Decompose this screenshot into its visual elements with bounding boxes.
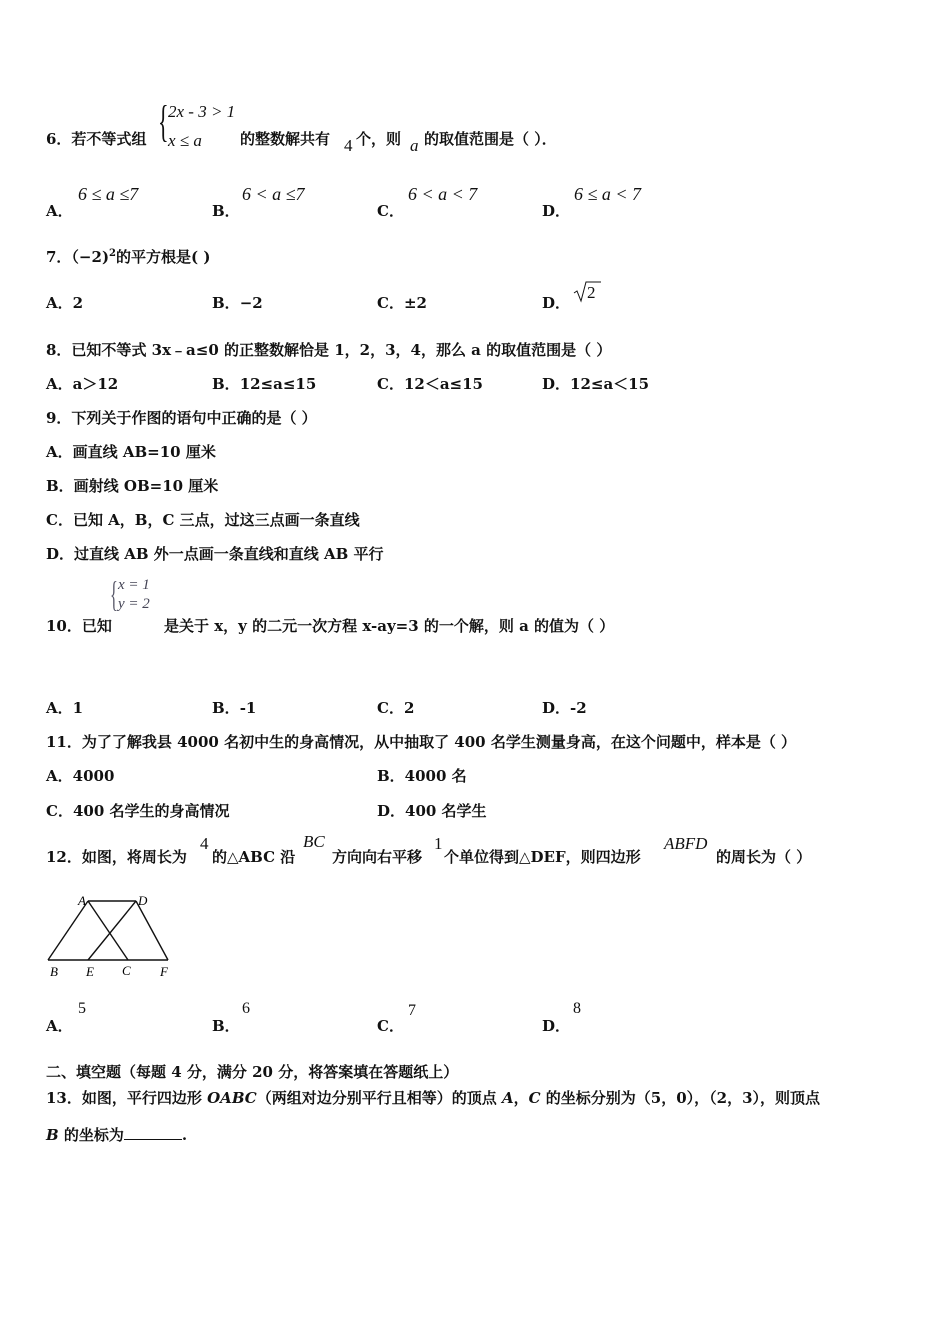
q6-text2: 个，则 xyxy=(356,130,402,148)
q8-option-b: B．12≤a≤15 xyxy=(212,375,317,393)
question-10-prefix: 10．已知 xyxy=(46,617,112,635)
q12-shift: 1 xyxy=(434,834,443,853)
q7-option-a: A．2 xyxy=(46,294,84,312)
q12-text1: 的△ABC 沿 xyxy=(212,848,296,866)
q12-text2: 方向向右平移 xyxy=(332,848,423,866)
q12-option-a-label: A． xyxy=(46,1017,73,1035)
q6-count: 4 xyxy=(344,136,353,155)
q7-exponent: 2 xyxy=(109,248,117,259)
q11-option-b: B．4000 名 xyxy=(377,767,467,785)
q9-option-a: A．画直线 AB=10 厘米 xyxy=(46,443,216,461)
q6-option-a-value: 6 ≤ a ≤7 xyxy=(78,184,139,204)
q6-text1: 的整数解共有 xyxy=(240,130,331,148)
q8-option-a: A．a＞12 xyxy=(46,375,119,393)
q12-text4: 的周长为（ ） xyxy=(716,848,812,866)
q6-prefix: 6．若不等式组 xyxy=(46,130,147,148)
q11-option-a: A．4000 xyxy=(46,767,115,785)
q12-text3: 个单位得到△DEF，则四边形 xyxy=(444,848,641,866)
q12-option-d-value: 8 xyxy=(573,1000,581,1017)
q12-option-b-label: B． xyxy=(212,1017,240,1035)
q9-option-b: B．画射线 OB=10 厘米 xyxy=(46,477,219,495)
q6-option-b-label: B． xyxy=(212,202,240,220)
question-13-line1: 13．如图，平行四边形 OABC（两组对边分别平行且相等）的顶点 A，C 的坐标分别为（5，0），（2，3），则顶点 xyxy=(46,1089,821,1107)
point-label-f: F xyxy=(160,964,168,979)
q12-option-c-label: C． xyxy=(377,1017,404,1035)
q10-system-line2: y = 2 xyxy=(118,596,150,612)
q10-option-a: A．1 xyxy=(46,699,84,717)
q7-text: 的平方根是( ) xyxy=(116,248,211,266)
question-13-line2: B 的坐标为 . xyxy=(46,1126,188,1144)
q7-option-b: B．−2 xyxy=(212,294,263,312)
q12-option-a-value: 5 xyxy=(78,1000,86,1017)
question-10-text: 是关于 x，y 的二元一次方程 x-ay=3 的一个解，则 a 的值为（ ） xyxy=(164,617,615,635)
q12-side: BC xyxy=(303,832,325,851)
q12-option-d-label: D． xyxy=(542,1017,571,1035)
q7-option-c: C．±2 xyxy=(377,294,427,312)
q10-option-d: D．-2 xyxy=(542,699,587,717)
section-heading: 二、填空题（每题 4 分，满分 20 分，将答案填在答题纸上） xyxy=(46,1063,459,1081)
segment-de xyxy=(88,901,136,960)
q7-option-d-value: 2 xyxy=(587,283,596,302)
q6-option-a-label: A． xyxy=(46,202,73,220)
question-12-prefix: 12．如图，将周长为 xyxy=(46,848,187,866)
q7-prefix: 7．（−2) xyxy=(46,248,110,266)
q6-var: a xyxy=(410,136,419,155)
q6-text3: 的取值范围是（ ）． xyxy=(424,130,557,148)
q6-option-c-value: 6 < a < 7 xyxy=(408,184,478,204)
brace-icon: { xyxy=(158,97,169,146)
q12-quad: ABFD xyxy=(664,834,708,853)
question-8: 8．已知不等式 3x﹣a≤0 的正整数解恰是 1，2，3，4，那么 a 的取值范围是（ ） xyxy=(46,341,612,359)
q6-option-c-label: C． xyxy=(377,202,404,220)
q13-point-a: A xyxy=(501,1089,514,1107)
point-label-d: D xyxy=(138,893,148,908)
q6-system-line2: x ≤ a xyxy=(168,131,202,150)
q10-option-b: B．-1 xyxy=(212,699,257,717)
q12-option-b-value: 6 xyxy=(242,1000,250,1017)
question-9: 9．下列关于作图的语句中正确的是（ ） xyxy=(46,409,317,427)
brace-icon: { xyxy=(110,574,118,614)
q11-option-d: D．400 名学生 xyxy=(377,802,487,820)
q7-option-d-label: D． xyxy=(542,294,571,312)
q13-point-b: B xyxy=(46,1126,59,1144)
q6-option-d-label: D． xyxy=(542,202,571,220)
q8-option-d: D．12≤a＜15 xyxy=(542,375,650,393)
translation-figure xyxy=(44,888,184,984)
point-label-b: B xyxy=(50,964,58,979)
question-7 xyxy=(46,246,210,267)
q12-perimeter: 4 xyxy=(200,834,209,853)
q11-option-c: C．400 名学生的身高情况 xyxy=(46,802,230,820)
q12-option-c-value: 7 xyxy=(408,1002,416,1019)
q8-option-c: C．12＜a≤15 xyxy=(377,375,483,393)
q6-option-d-value: 6 ≤ a < 7 xyxy=(574,184,642,204)
q9-option-d: D．过直线 AB 外一点画一条直线和直线 AB 平行 xyxy=(46,545,384,563)
q10-system-line1: x = 1 xyxy=(118,577,150,593)
q9-option-c: C．已知 A，B，C 三点，过这三点画一条直线 xyxy=(46,511,360,529)
point-label-e: E xyxy=(86,964,94,979)
answer-blank[interactable] xyxy=(124,1138,182,1140)
q6-system-line1: 2x - 3 > 1 xyxy=(168,102,236,121)
segment-df xyxy=(136,901,168,960)
q13-point-c: C xyxy=(528,1089,541,1107)
segment-ab xyxy=(48,901,88,960)
point-label-c: C xyxy=(122,963,131,978)
q10-option-c: C．2 xyxy=(377,699,415,717)
q13-shape: OABC xyxy=(207,1089,257,1107)
question-11: 11．为了了解我县 4000 名初中生的身高情况，从中抽取了 400 名学生测量身高，在这个问题中，样本是（ ） xyxy=(46,733,797,751)
segment-ac xyxy=(88,901,128,960)
question-6 xyxy=(46,128,146,149)
point-label-a: A xyxy=(78,893,86,908)
q6-option-b-value: 6 < a ≤7 xyxy=(242,184,305,204)
